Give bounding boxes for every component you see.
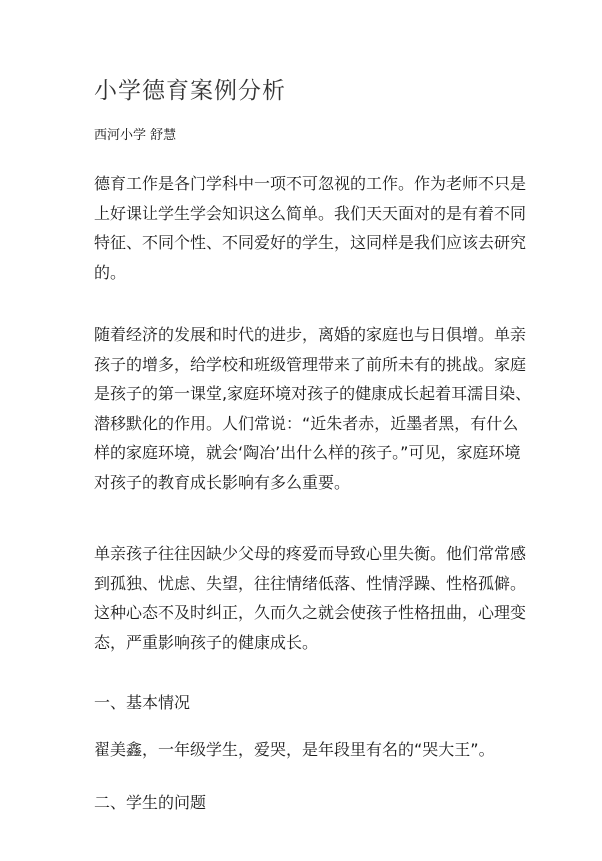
section-heading-student-problem: 二、学生的问题 [94, 793, 207, 812]
paragraph-line: 特征、不同个性、不同爱好的学生，这同样是我们应该去研究 [94, 233, 527, 252]
paragraph-line: 德育工作是各门学科中一项不可忽视的工作。作为老师不只是 [94, 174, 527, 193]
paragraph-line: 样的家庭环境，就会‘陶冶’出什么样的孩子。”可见，家庭环境 [94, 443, 521, 462]
section-text-basic-info: 翟美鑫，一年级学生，爱哭，是年段里有名的“哭大王”。 [94, 740, 495, 759]
paragraph-line: 单亲孩子往往因缺少父母的疼爱而导致心里失衡。他们常常感 [94, 544, 527, 563]
paragraph-line: 上好课让学生学会知识这么简单。我们天天面对的是有着不同 [94, 203, 527, 223]
paragraph-line: 孩子的增多，给学校和班级管理带来了前所未有的挑战。家庭 [94, 354, 527, 374]
paragraph-intro [94, 169, 527, 287]
document-title: 小学德育案例分析 [94, 78, 286, 104]
paragraph-family [94, 320, 532, 497]
paragraph-single-parent [94, 539, 527, 657]
paragraph-line: 到孤独、忧虑、失望，往往情绪低落、性情浮躁、性格孤僻。 [94, 573, 527, 593]
paragraph-line: 随着经济的发展和时代的进步，离婚的家庭也与日俱增。单亲 [94, 325, 527, 344]
paragraph-line: 潜移默化的作用。人们常说：“近朱者赤，近墨者黑，有什么 [94, 413, 519, 433]
paragraph-line: 这种心态不及时纠正，久而久之就会使孩子性格扭曲，心理变 [94, 603, 527, 622]
paragraph-line: 是孩子的第一课堂,家庭环境对孩子的健康成长起着耳濡目染、 [94, 384, 532, 403]
paragraph-line: 态，严重影响孩子的健康成长。 [94, 632, 319, 652]
paragraph-line: 对孩子的教育成长影响有多么重要。 [94, 472, 351, 492]
document-author: 西河小学 舒慧 [94, 128, 177, 143]
paragraph-line: 的。 [94, 262, 127, 282]
section-heading-basic-info: 一、基本情况 [94, 693, 191, 712]
